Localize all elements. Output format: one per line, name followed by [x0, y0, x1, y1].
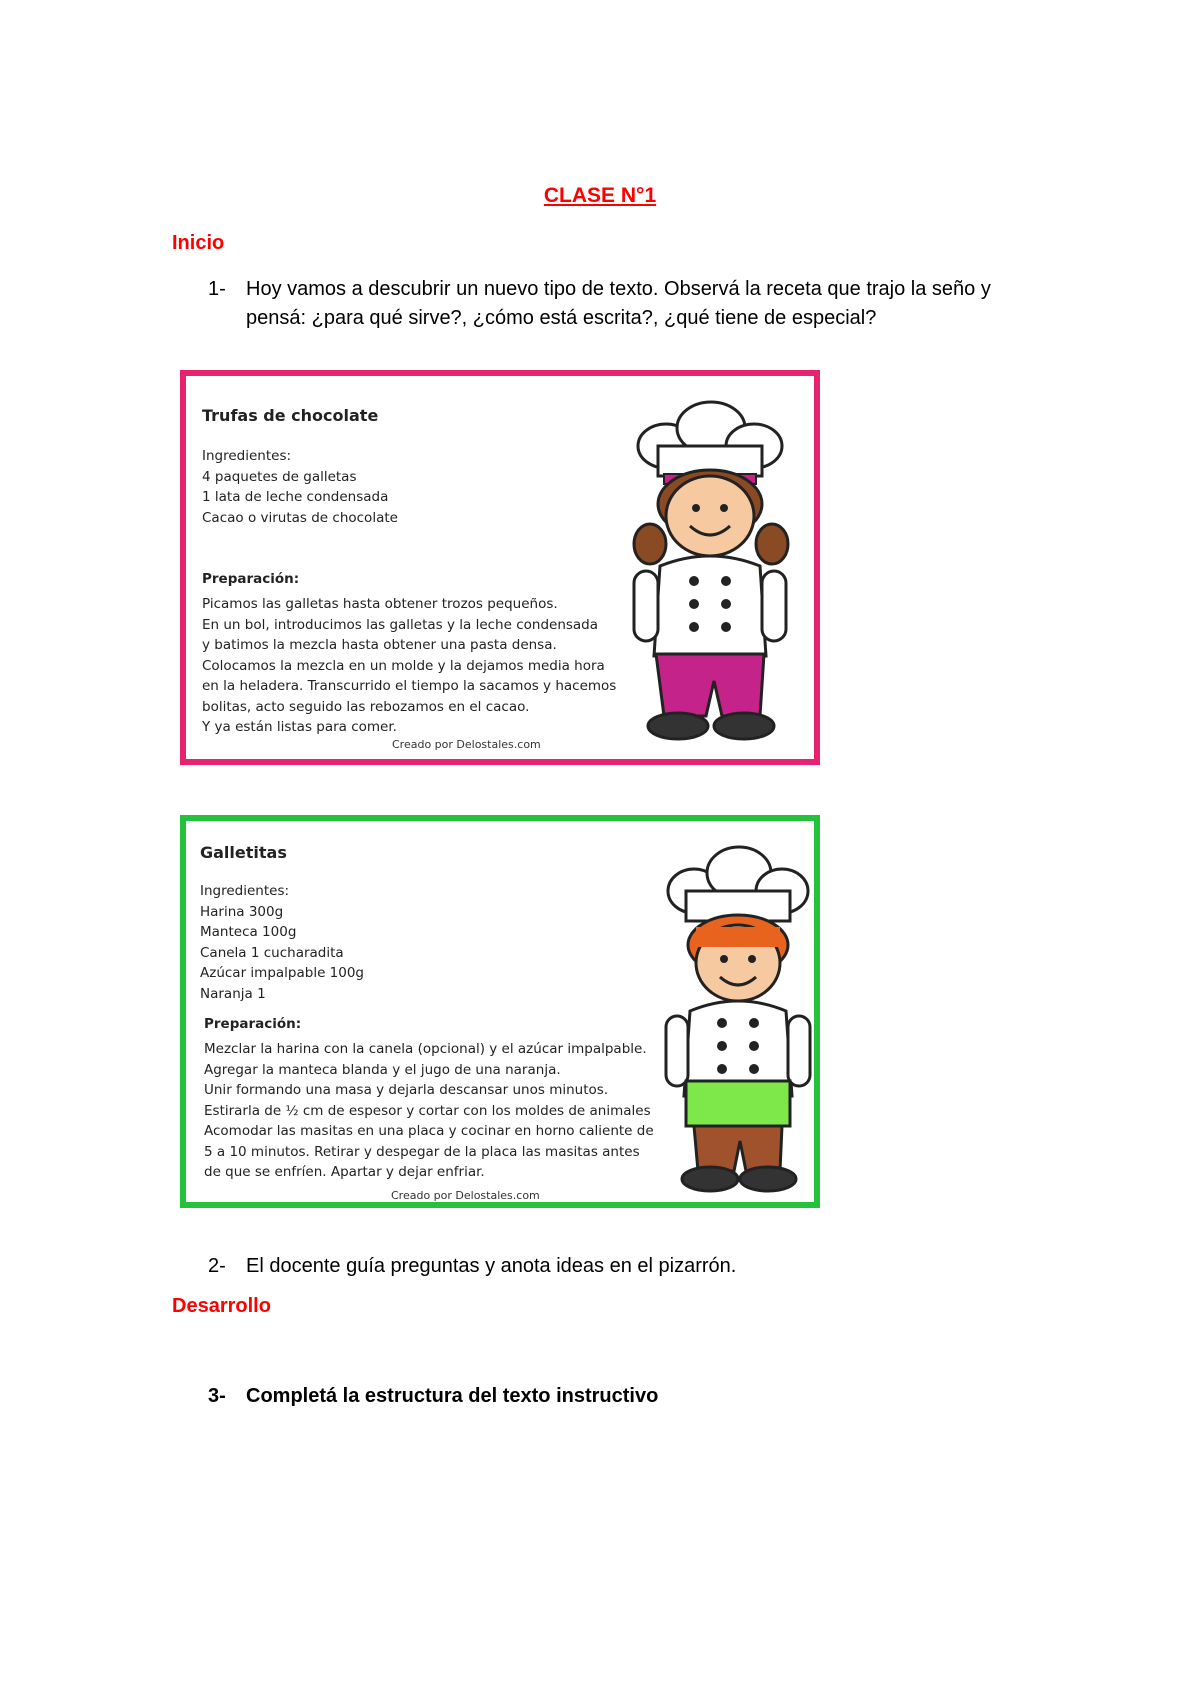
ingredients-block [202, 446, 398, 528]
section-desarrollo: Desarrollo [172, 1295, 271, 1317]
ingredients-block [200, 881, 364, 1004]
section-inicio: Inicio [172, 232, 225, 254]
preparation-label: Preparación: [202, 571, 300, 587]
preparation-block [204, 1039, 654, 1183]
ingredient-line: Canela 1 cucharadita [200, 944, 344, 961]
preparation-line: de que se enfríen. Apartar y dejar enfriar. [204, 1164, 485, 1180]
preparation-line: Agregar la manteca blanda y el jugo de una naranja. [204, 1061, 561, 1078]
preparation-line: Colocamos la mezcla en un molde y la dejamos media hora [202, 657, 605, 674]
recipe-card-galletitas [180, 815, 820, 1208]
preparation-line: Unir formando una masa y dejarla descansar unos minutos. [204, 1082, 609, 1098]
preparation-line: y batimos la mezcla hasta obtener una pasta densa. [202, 637, 557, 653]
preparation-line: Picamos las galletas hasta obtener trozos pequeños. [202, 596, 558, 612]
recipe-title: Galletitas [200, 843, 287, 862]
ingredients-label: Ingredientes: [202, 448, 292, 464]
item-number: 2- [208, 1255, 226, 1277]
ingredient-line: Azúcar impalpable 100g [200, 965, 365, 981]
ingredient-line: Naranja 1 [200, 985, 266, 1002]
ingredient-line: 4 paquetes de galletas [202, 468, 357, 485]
preparation-line: Acomodar las masitas en una placa y cocinar en horno caliente de [204, 1123, 654, 1139]
preparation-line: 5 a 10 minutos. Retirar y despegar de la placa las masitas antes [204, 1143, 640, 1160]
recipe-credit: Creado por Delostales.com [392, 738, 541, 751]
ingredient-line: 1 lata de leche condensada [202, 489, 389, 505]
ingredient-line: Manteca 100g [200, 924, 297, 940]
recipe-card-trufas [180, 370, 820, 765]
ingredient-line: Cacao o virutas de chocolate [202, 509, 398, 526]
preparation-line: en la heladera. Transcurrido el tiempo la sacamos y hacemos [202, 678, 617, 694]
item-text: Hoy vamos a descubrir un nuevo tipo de texto. Observá la receta que trajo la seño y pensá: ¿para qué sirve?, ¿cómo está escrita?, ¿qué tiene de especial? [246, 278, 991, 329]
item-number: 1- [208, 278, 226, 300]
preparation-line: En un bol, introducimos las galletas y la leche condensada [202, 616, 599, 633]
preparation-label: Preparación: [204, 1016, 302, 1032]
item-text: Completá la estructura del texto instructivo [246, 1385, 659, 1407]
chef-girl-icon [626, 396, 796, 741]
ingredients-label: Ingredientes: [200, 883, 290, 899]
preparation-line: Estirarla de ½ cm de espesor y cortar con los moldes de animales [204, 1102, 651, 1119]
preparation-block [202, 594, 616, 738]
preparation-line: bolitas, acto seguido las rebozamos en el cacao. [202, 698, 530, 715]
preparation-line: Y ya están listas para comer. [202, 719, 397, 735]
item-text: El docente guía preguntas y anota ideas en el pizarrón. [246, 1255, 737, 1277]
chef-boy-icon [664, 841, 814, 1196]
preparation-line: Mezclar la harina con la canela (opcional) y el azúcar impalpable. [204, 1041, 647, 1057]
item-number: 3- [208, 1385, 226, 1407]
recipe-title: Trufas de chocolate [202, 406, 379, 425]
page-title: CLASE N°1 [543, 184, 657, 207]
ingredient-line: Harina 300g [200, 903, 284, 920]
recipe-credit: Creado por Delostales.com [391, 1189, 540, 1202]
